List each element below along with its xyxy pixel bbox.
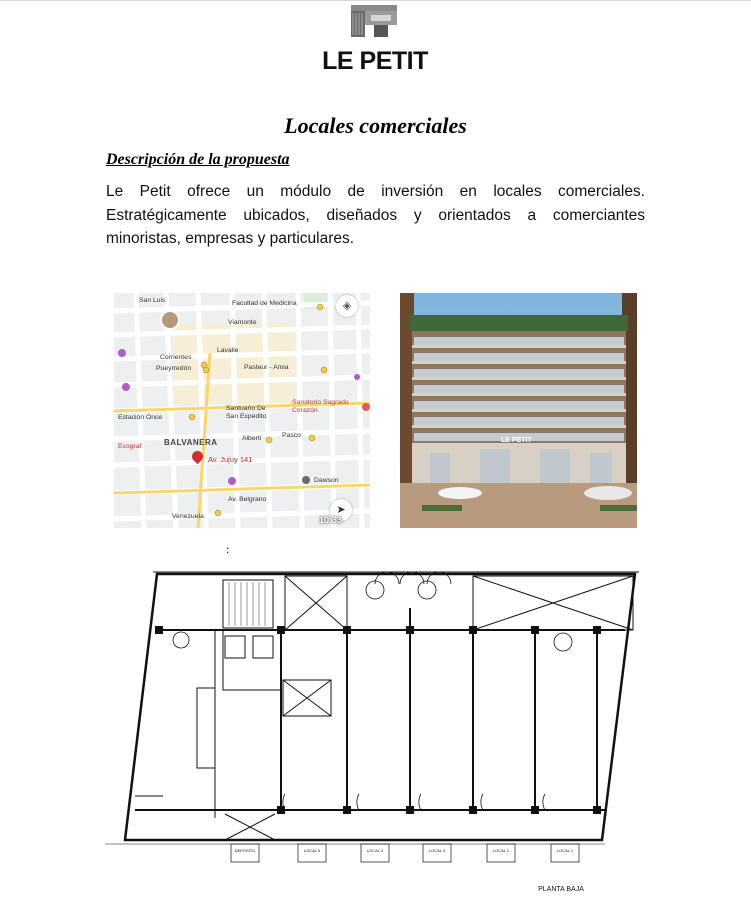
map-label-dawson: Dawson [314, 477, 339, 484]
map-label-corrientes: Corrientes [160, 354, 192, 361]
building-render [400, 293, 637, 528]
map-label-santuario: Santuario De San Expedito [226, 405, 267, 420]
stamp-local-1: LOCAL 1 [556, 848, 574, 853]
map-label-jujuy: Av. Jujuy 141 [208, 455, 253, 464]
map-label-pasteur: Pasteur - Amia [244, 364, 289, 371]
description-paragraph: Le Petit ofrece un módulo de inversión en locales comerciales. Estratégicamente ubicados, diseñados y orientados a comerciantes minoristas, empresas y particulares. [106, 183, 645, 247]
map-label-pueyrredon: Pueyrredón [156, 365, 192, 372]
logo-mark-icon [350, 5, 398, 37]
map-label-lavalle: Lavalle [217, 347, 239, 354]
floor-plan-drawing [105, 568, 645, 903]
map-label-viamonte: Viamonte [228, 319, 257, 326]
map-time: 10:33 [319, 515, 343, 525]
map-label-estacion-once: Estación Once [118, 414, 163, 421]
page-title: Locales comerciales [284, 113, 467, 138]
separator-mark: : [226, 542, 230, 556]
navigation-icon[interactable]: ➤ [330, 499, 352, 521]
building-sign: LE PETIT [501, 437, 532, 444]
map-label-pasco: Pasco [282, 432, 301, 439]
map-label-balvanera: BALVANERA [164, 438, 218, 447]
map-label-ecograf: Ecograf [118, 443, 142, 450]
floor-plan [105, 568, 645, 903]
logo-text: LE PETIT [322, 47, 428, 75]
stamp-deposito: DEPOSITO [234, 848, 256, 853]
stamp-local-5: LOCAL 5 [303, 848, 321, 853]
stamp-local-2: LOCAL 2 [492, 848, 510, 853]
building-photo [400, 293, 637, 528]
location-map [114, 293, 370, 528]
layers-icon[interactable]: ◈ [336, 295, 358, 317]
map-label-san-luis: San Luis [139, 297, 166, 304]
map-label-facultad: Facultad de Medicina [232, 300, 297, 307]
floor-plan-caption: PLANTA BAJA [538, 886, 584, 893]
map-label-venezuela: Venezuela [172, 513, 204, 520]
map-label-belgrano: Av. Belgrano [228, 496, 267, 503]
stamp-local-4: LOCAL 4 [366, 848, 384, 853]
map-label-alberti: Alberti [242, 435, 262, 442]
map-label-sanatorio: Sanatorio Sagrado Corazón [292, 399, 349, 414]
stamp-local-3: LOCAL 3 [428, 848, 446, 853]
section-subtitle: Descripción de la propuesta [106, 151, 290, 168]
logo [300, 5, 450, 75]
top-rule [0, 0, 751, 1]
